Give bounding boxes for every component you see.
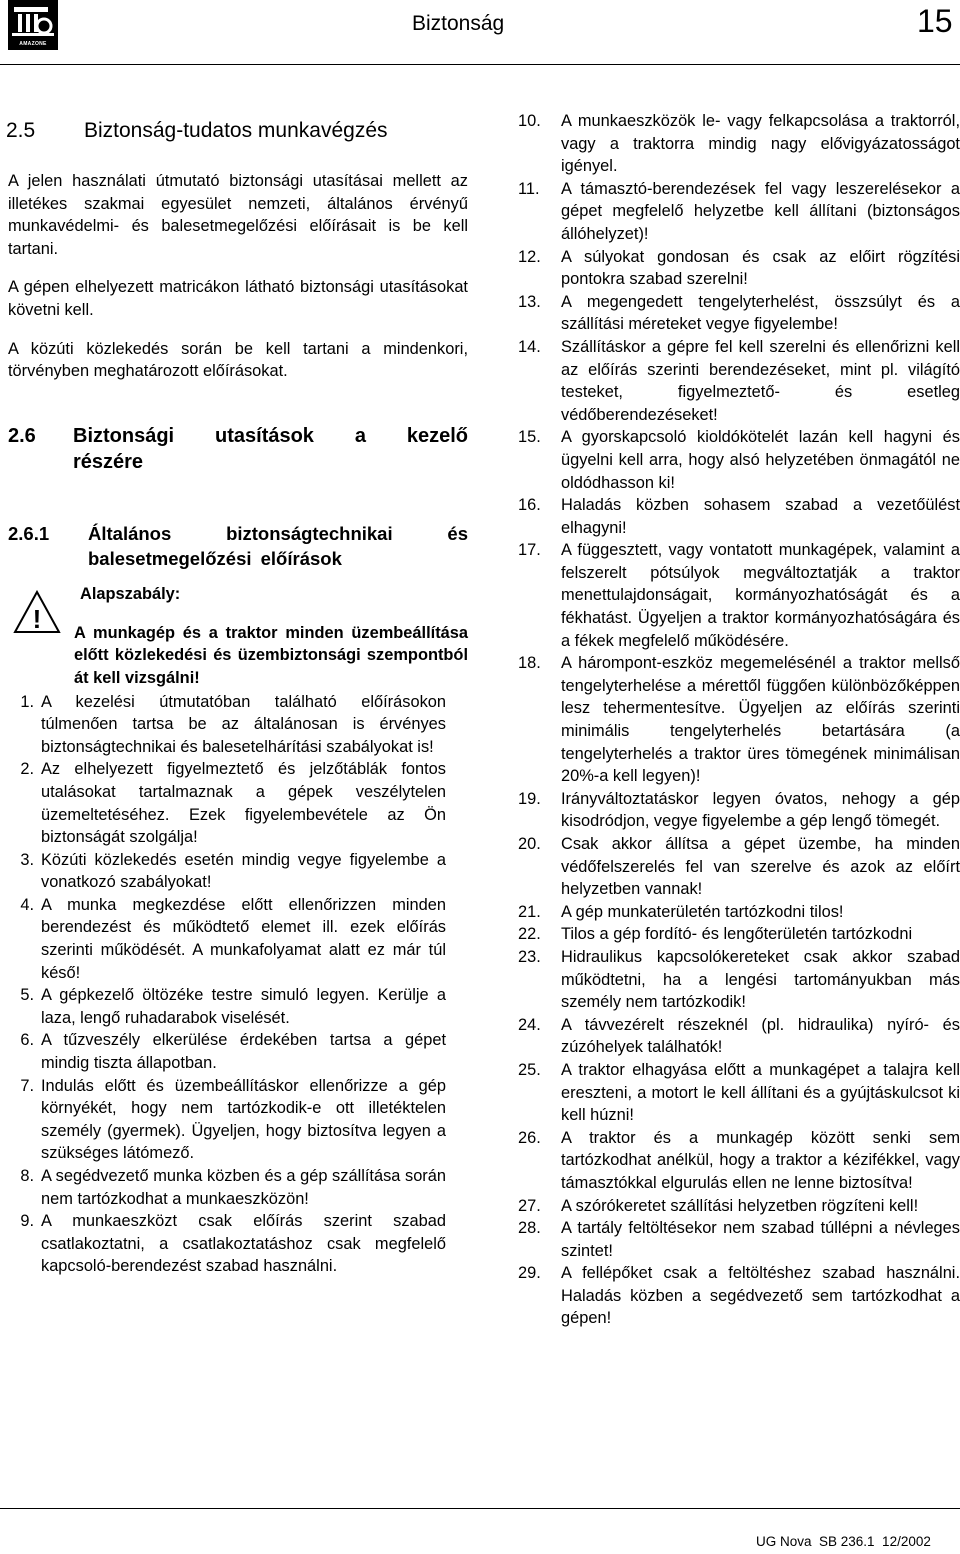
list-item — [518, 336, 960, 426]
item-number: 11. — [518, 179, 540, 198]
warning-box — [8, 583, 468, 690]
item-text: Haladás közben sohasem szabad a vezetőülést elhagyni! — [561, 496, 960, 537]
page-header — [0, 0, 960, 62]
list-item — [8, 894, 468, 984]
section-number: 2.6.1 — [8, 522, 50, 544]
warning-text: A munkagép és a traktor minden üzembeállítása előtt közlekedési és üzembiztonsági szempontból át kell vizsgálni! — [74, 623, 468, 687]
item-text: A munka megkezdése előtt ellenőrizzen minden berendezést és működtető elemet ill. ezek előírás szerinti működését. A munkafolyamat alatt ez már túl késő! — [41, 895, 446, 982]
item-number: 24. — [518, 1015, 541, 1034]
item-number: 5. — [20, 986, 34, 1005]
item-text: Hidraulikus kapcsolókereteket csak akkor szabad működtetni, ha a lengési tartományukban más személy nem tartózkodik! — [561, 947, 960, 1012]
item-text: Csak akkor állítsa a gépet üzembe, ha minden védőfelszerelés fel van szerelve és azok az előírt helyzetben vannak! — [561, 835, 960, 899]
safety-list-right — [518, 110, 960, 1330]
item-number: 21. — [518, 902, 541, 921]
paragraph: A jelen használati útmutató biztonsági utasításai mellett az illetékes szakmai egyesület nemzeti, általános érvényű munkavédelmi- és balesetmegelőzési előírásait is be kell tartani. — [8, 172, 468, 258]
item-number: 2. — [20, 760, 34, 779]
item-number: 6. — [20, 1031, 34, 1050]
section-title: Általános biztonságtechnikai és balesetmegelőzési előírások — [88, 522, 468, 569]
page-number: 15 — [917, 3, 953, 39]
item-text: A tűzveszély elkerülése érdekében tartsa a gépet mindig tiszta állapotban. — [41, 1031, 446, 1073]
list-item — [518, 1059, 960, 1127]
amazone-logo — [8, 0, 58, 50]
section-heading-2-6 — [8, 423, 468, 475]
item-number: 26. — [518, 1128, 541, 1147]
item-number: 12. — [518, 247, 541, 266]
list-item — [518, 901, 960, 924]
list-item — [8, 984, 468, 1029]
list-item — [8, 1210, 468, 1278]
list-item — [518, 178, 960, 246]
item-text: Szállításkor a gépre fel kell szerelni és ellenőrizni kell az előírás szerinti berendezéseket, mint pl. világító testeket, figyelmeztető- és esetleg védőberendezéseket! — [561, 337, 960, 424]
item-number: 7. — [20, 1076, 34, 1095]
item-text: A munkaeszközök le- vagy felkapcsolása a traktorról, vagy a traktorra mindig nagy elővigyázatosságot igényel. — [561, 112, 960, 176]
list-item — [518, 426, 960, 494]
list-item — [518, 946, 960, 1014]
section-heading-2-6-1 — [8, 521, 468, 571]
list-item — [518, 788, 960, 833]
list-item — [8, 849, 468, 894]
item-text: Az elhelyezett figyelmeztető és jelzőtáblák fontos utalásokat tartalmaznak a gépek veszélytelen üzemeltetéséhez. Ezek figyelembevétele az Ön biztonságát szolgálja! — [41, 760, 446, 847]
item-number: 23. — [518, 947, 541, 966]
item-text: A tartály feltöltésekor nem szabad túllépni a névleges szintet! — [561, 1219, 960, 1260]
left-column — [8, 118, 468, 1278]
item-text: A segédvezető munka közben és a gép szállítása során nem tartózkodhat a munkaeszközön! — [41, 1167, 446, 1208]
list-item — [518, 1127, 960, 1195]
item-number: 16. — [518, 496, 541, 515]
item-number: 25. — [518, 1060, 541, 1079]
list-item — [518, 494, 960, 539]
right-column — [518, 110, 960, 1330]
item-text: A hárompont-eszköz megemelésénél a traktor mellső tengelyterhelése a mérettől függően különbözőképpen lesz tehermentesítve. Ügyeljen az előírás szerinti minimális tengelyterhelés betartására (a tengelyterhelés a traktor üres tömegének minimálisan 20%-a kell legyen)! — [561, 654, 960, 786]
item-text: A súlyokat gondosan és csak az előirt rögzítési pontokra szabad szerelni! — [561, 247, 960, 289]
item-number: 9. — [20, 1212, 34, 1231]
item-text: A traktor elhagyása előtt a munkagépet a talajra kell ereszteni, a motort le kell állítani és a gyújtáskulcsot ki kell húzni! — [561, 1060, 960, 1125]
safety-list-left — [8, 691, 468, 1278]
section-heading-2-5 — [6, 118, 468, 144]
item-number: 8. — [20, 1167, 34, 1185]
item-text: A traktor és a munkagép között senki sem tartózkodhat anélkül, hogy a traktor a kézifékkel, vagy támasztókkal elgurulás ellen ne lenne biztosítva! — [561, 1128, 960, 1192]
list-item — [8, 691, 468, 759]
logo-text: AMAZONE — [19, 41, 47, 47]
item-number: 17. — [518, 541, 541, 560]
item-number: 18. — [518, 654, 541, 673]
item-number: 1. — [20, 692, 34, 711]
section-number: 2.5 — [6, 119, 36, 142]
section-number: 2.6 — [8, 424, 36, 447]
item-text: A gyorskapcsoló kioldókötelét lazán kell hagyni és ügyelni kell arra, hogy alsó helyzetében önmagától ne oldódhasson ki! — [561, 428, 960, 492]
item-number: 20. — [518, 835, 541, 853]
paragraph: A gépen elhelyezett matricákon látható biztonsági utasításokat követni kell. — [8, 278, 468, 319]
list-item — [518, 539, 960, 652]
list-item — [518, 1195, 960, 1218]
item-number: 15. — [518, 428, 541, 447]
list-item — [518, 833, 960, 901]
list-item — [518, 923, 960, 946]
item-number: 19. — [518, 789, 541, 808]
item-number: 4. — [20, 895, 34, 914]
item-text: Indulás előtt és üzembeállításkor ellenőrizze a gép környékét, hogy nem tartózkodik-e ott illetéktelen személy (gyermek). Ügyeljen, hogy biztosítva legyen a szükséges látómező. — [41, 1076, 446, 1163]
list-item — [8, 758, 468, 848]
item-number: 29. — [518, 1264, 541, 1283]
item-text: A fellépőket csak a feltöltéshez szabad használni. Haladás közben a segédvezető sem tartózkodhat a gépen! — [561, 1264, 960, 1328]
item-number: 10. — [518, 112, 541, 130]
list-item — [8, 1029, 468, 1074]
document-reference: UG Nova SB 236.1 12/2002 — [756, 1534, 931, 1549]
item-number: 13. — [518, 292, 541, 311]
item-text: A támasztó-berendezések fel vagy leszerelésekor a gépet megfelelő helyzetbe kell állítani (biztonságos állóhelyzet)! — [561, 179, 960, 243]
list-item — [518, 1262, 960, 1330]
item-text: Tilos a gép fordító- és lengőterületén tartózkodni — [561, 925, 913, 944]
warning-title: Alapszabály: — [80, 584, 181, 603]
header-divider — [0, 64, 960, 65]
item-number: 27. — [518, 1196, 541, 1215]
item-text: Közúti közlekedés esetén mindig vegye figyelembe a vonatkozó szabályokat! — [41, 850, 446, 892]
item-text: A megengedett tengelyterhelést, összsúlyt és a szállítási méreteket vegye figyelembe! — [561, 292, 960, 334]
item-text: Irányváltoztatáskor legyen óvatos, nehogy a gép kisodródjon, vegye figyelembe a gép lengő tömegét. — [561, 789, 960, 831]
list-item — [8, 1165, 468, 1210]
list-item — [518, 110, 960, 178]
item-text: A kezelési útmutatóban található előírásokon túlmenően tartsa be az általánosan is érvényes biztonságtechnikai és balesetelhárítási szabályokat is! — [41, 692, 446, 756]
item-text: A munkaeszközt csak előírás szerint szabad csatlakoztatni, a csatlakoztatáshoz csak megfelelő kapcsoló-berendezést szabad használni. — [41, 1212, 446, 1276]
item-text: A távvezérelt részeknél (pl. hidraulika) nyíró- és zúzóhelyek találhatók! — [561, 1015, 960, 1057]
list-item — [518, 291, 960, 336]
list-item — [518, 652, 960, 788]
section-title: Biztonsági utasítások a kezelő részére — [73, 424, 468, 473]
page-title: Biztonság — [412, 12, 505, 35]
paragraph: A közúti közlekedés során be kell tartani a mindenkori, törvényben meghatározott előírásokat. — [8, 339, 468, 381]
item-number: 14. — [518, 337, 541, 356]
item-text: A függesztett, vagy vontatott munkagépek, valamint a felszerelt pótsúlyok megváltoztatják a traktor menettulajdonságait, kormányozhatóságát és a fékhatást. Ügyeljen a traktor kormányozhatóságára és a fékek megfelelő működésére. — [561, 541, 960, 650]
item-number: 3. — [20, 850, 34, 869]
svg-text:!: ! — [32, 603, 42, 634]
list-item — [518, 1014, 960, 1059]
item-number: 22. — [518, 925, 541, 944]
item-text: A szórókeretet szállítási helyzetben rögzíteni kell! — [561, 1196, 919, 1215]
warning-triangle-icon — [12, 589, 62, 635]
list-item — [518, 246, 960, 291]
footer-divider — [0, 1508, 960, 1509]
item-text: A gép munkaterületén tartózkodni tilos! — [561, 902, 844, 921]
item-number: 28. — [518, 1219, 541, 1238]
list-item — [518, 1217, 960, 1262]
item-text: A gépkezelő öltözéke testre simuló legyen. Kerülje a laza, lengő ruhadarabok viselését. — [41, 986, 446, 1027]
section-title: Biztonság-tudatos munkavégzés — [84, 119, 388, 142]
list-item — [8, 1075, 468, 1165]
